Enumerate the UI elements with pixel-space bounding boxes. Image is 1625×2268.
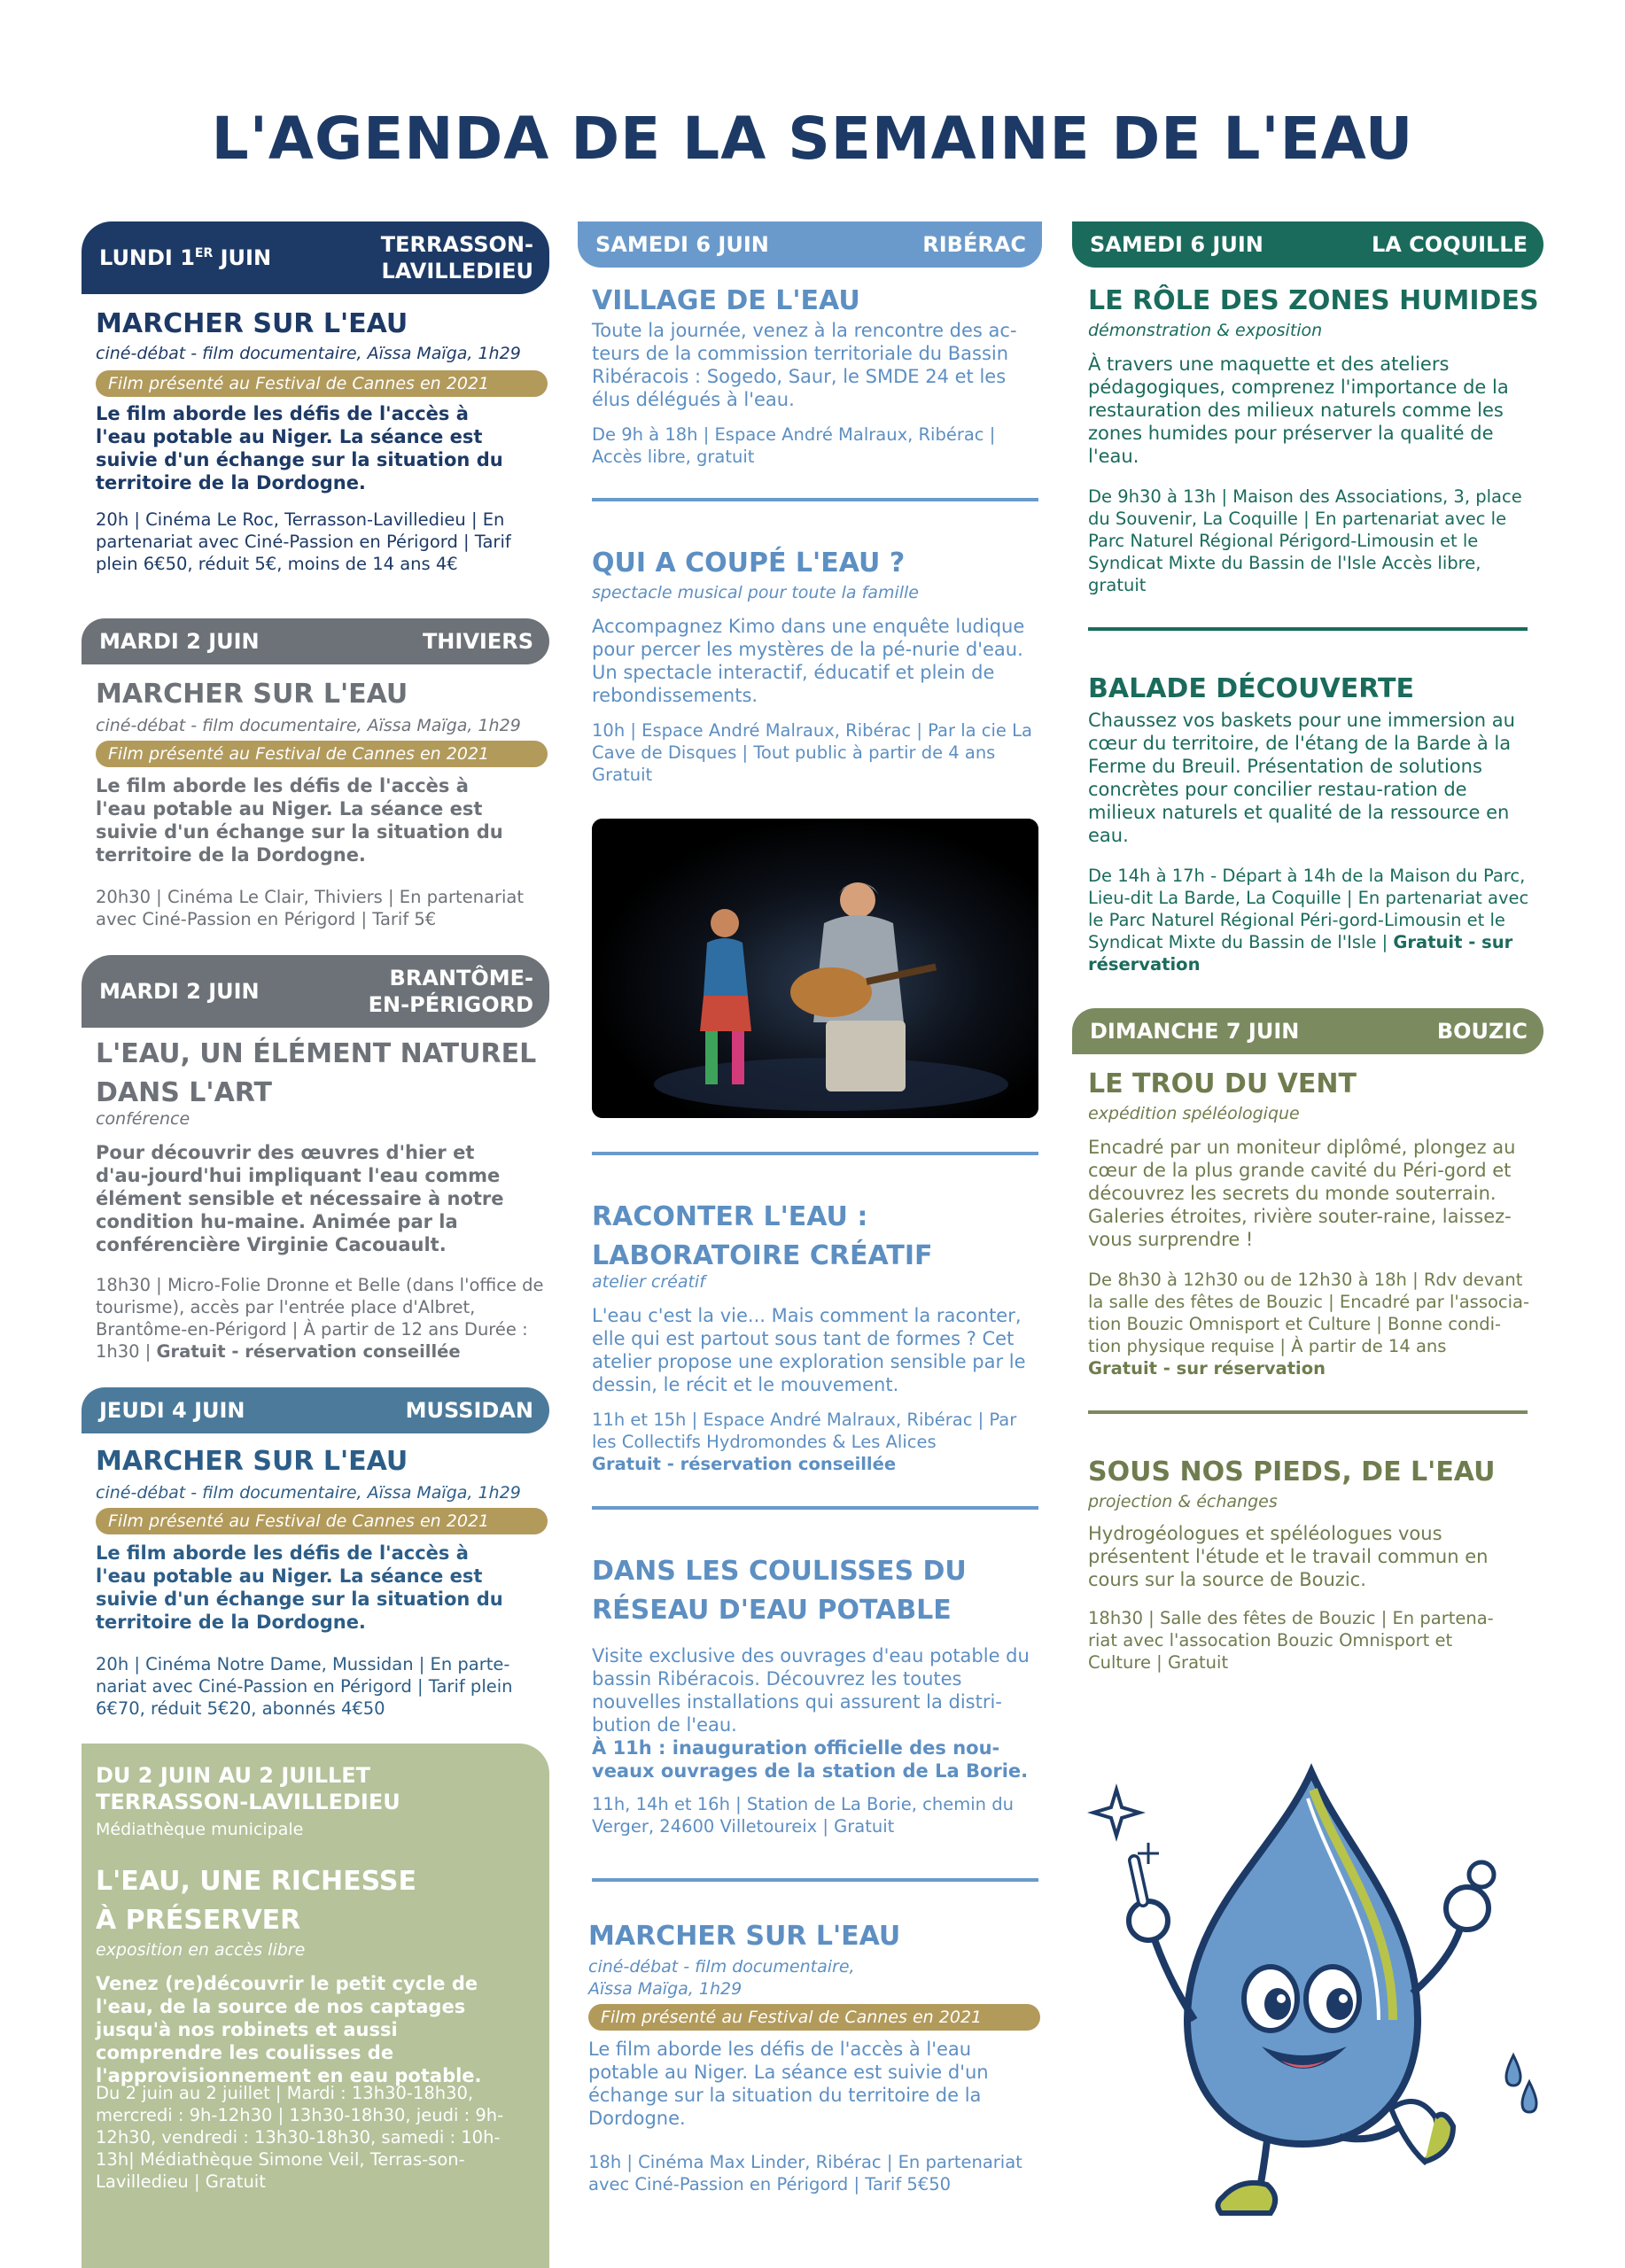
event-title: MARCHER SUR L'EAU xyxy=(96,1446,408,1477)
divider xyxy=(592,1878,1038,1882)
event-description: Visite exclusive des ouvrages d'eau potable du bassin Ribéracois. Découvrez les toutes nouvelles installations qui assurent la distri-bution de l'eau. À 11h : inauguration officielle des nou-veaux ouvrages de la station de La Borie. xyxy=(592,1645,1030,1782)
event-title: LE RÔLE DES ZONES HUMIDES xyxy=(1088,285,1539,316)
place-label: BRANTÔME- EN-PÉRIGORD xyxy=(368,966,533,1017)
date-header-bouzic xyxy=(1072,1008,1543,1054)
place-label: THIVIERS xyxy=(422,629,533,654)
event-title: MARCHER SUR L'EAU xyxy=(588,1921,901,1952)
place-label: MUSSIDAN xyxy=(405,1398,533,1423)
event-title: L'EAU, UN ÉLÉMENT NATUREL DANS L'ART xyxy=(96,1038,537,1108)
festival-ribbon: Film présenté au Festival de Cannes en 2021 xyxy=(96,370,548,397)
event-info: 11h et 15h | Espace André Malraux, Ribérac | Par les Collectifs Hydromondes & Les Alices Gratuit - réservation conseillée xyxy=(592,1410,1017,1474)
event-info: 18h | Cinéma Max Linder, Ribérac | En partenariat avec Ciné-Passion en Périgord | Tarif 5€50 xyxy=(588,2152,1022,2194)
event-info: De 9h30 à 13h | Maison des Associations, 3, place du Souvenir, La Coquille | En partenariat avec le Parc Naturel Régional Périgord-Limousin et le Syndicat Mixte du Bassin de l'Isle Accès libre, gratuit xyxy=(1088,486,1522,595)
performers-illustration xyxy=(592,819,1038,1118)
place-label: TERRASSON- LAVILLEDIEU xyxy=(380,232,533,284)
expo-place: TERRASSON-LAVILLEDIEU xyxy=(96,1790,400,1814)
place-label: LA COQUILLE xyxy=(1371,232,1528,257)
event-subtitle: expédition spéléologique xyxy=(1088,1104,1300,1123)
event-description: Accompagnez Kimo dans une enquête ludique pour percer les mystères de la pé-nurie d'eau. Un spectacle interactif, éducatif et plein de rebondissements. xyxy=(592,616,1025,706)
event-title: MARCHER SUR L'EAU xyxy=(96,308,408,339)
event-title: QUI A COUPÉ L'EAU ? xyxy=(592,548,906,579)
date-label: SAMEDI 6 JUIN xyxy=(1090,232,1263,257)
expo-venue: Médiathèque municipale xyxy=(96,1820,304,1839)
divider xyxy=(1088,627,1528,631)
event-subtitle: ciné-débat - film documentaire, Aïssa Maïga, 1h29 xyxy=(588,1957,855,1999)
event-info: De 9h à 18h | Espace André Malraux, Ribérac | Accès libre, gratuit xyxy=(592,424,996,467)
event-info: 20h30 | Cinéma Le Clair, Thiviers | En partenariat avec Ciné-Passion en Périgord | Tarif 5€ xyxy=(96,887,525,929)
event-subtitle: ciné-débat - film documentaire, Aïssa Maïga, 1h29 xyxy=(96,344,521,363)
event-info: De 8h30 à 12h30 ou de 12h30 à 18h | Rdv devant la salle des fêtes de Bouzic | Encadré par l'associa-tion Bouzic Omnisport et Culture | Bonne condi-tion physique requise | À partir de 14 ans Gratuit - sur réservation xyxy=(1088,1270,1530,1379)
event-title: RACONTER L'EAU : LABORATOIRE CRÉATIF xyxy=(592,1201,933,1271)
event-info: 11h, 14h et 16h | Station de La Borie, chemin du Verger, 24600 Villetoureix | Gratuit xyxy=(592,1794,1014,1837)
expo-dates: DU 2 JUIN AU 2 JUILLET xyxy=(96,1763,371,1788)
event-description: À travers une maquette et des ateliers pédagogiques, comprenez l'importance de la restauration des milieux naturels comme les zones humides pour préserver la qualité de l'eau. xyxy=(1088,353,1509,467)
festival-ribbon: Film présenté au Festival de Cannes en 2021 xyxy=(96,741,548,767)
page-title: L'AGENDA DE LA SEMAINE DE L'EAU xyxy=(211,105,1414,173)
date-header xyxy=(82,955,549,1028)
event-info: De 14h à 17h - Départ à 14h de la Maison du Parc, Lieu-dit La Barde, La Coquille | En partenariat avec le Parc Naturel Régional Péri-gord-Limousin et le Syndicat Mixte du Bassin de l'Isle | Gratuit - sur réservation xyxy=(1088,866,1529,975)
event-info: Du 2 juin au 2 juillet | Mardi : 13h30-18h30, mercredi : 9h-12h30 | 13h30-18h30, jeudi : 9h-12h30, vendredi : 13h30-18h30, samedi : 10h-13h| Médiathèque Simone Veil, Terras-son-Lavilledieu | Gratuit xyxy=(96,2083,504,2192)
event-description: Hydrogéologues et spéléologues vous présentent l'étude et le travail commun en cours sur la source de Bouzic. xyxy=(1088,1523,1489,1590)
date-label: JEUDI 4 JUIN xyxy=(99,1398,245,1423)
event-info: 20h | Cinéma Notre Dame, Mussidan | En parte-nariat avec Ciné-Passion en Périgord | Tarif plein 6€70, réduit 5€20, abonnés 4€50 xyxy=(96,1654,513,1719)
event-title: VILLAGE DE L'EAU xyxy=(592,285,860,316)
show-photo xyxy=(592,819,1038,1118)
date-header xyxy=(82,1387,549,1433)
place-label: BOUZIC xyxy=(1436,1019,1528,1044)
date-label: DIMANCHE 7 JUIN xyxy=(1090,1019,1300,1044)
event-subtitle: démonstration & exposition xyxy=(1088,321,1323,340)
event-info: 10h | Espace André Malraux, Ribérac | Par la cie La Cave de Disques | Tout public à partir de 4 ans Gratuit xyxy=(592,720,1032,785)
event-subtitle: exposition en accès libre xyxy=(96,1940,306,1960)
event-subtitle: ciné-débat - film documentaire, Aïssa Maïga, 1h29 xyxy=(96,716,521,735)
water-drop-mascot-illustration xyxy=(1081,1754,1542,2233)
event-description: Le film aborde les défis de l'accès à l'eau potable au Niger. La séance est suivie d'un échange sur la situation du territoire de la Dordogne. xyxy=(96,403,503,493)
event-title: L'EAU, UNE RICHESSE À PRÉSERVER xyxy=(96,1866,416,1936)
event-description: Venez (re)découvrir le petit cycle de l'eau, de la source de nos captages jusqu'à nos robinets et aussi comprendre les coulisses de l'approvisionnement en eau potable. xyxy=(96,1973,482,2086)
date-label: MARDI 2 JUIN xyxy=(99,629,260,654)
event-description: Toute la journée, venez à la rencontre des ac-teurs de la commission territoriale du Bassin Ribéracois : Sogedo, Saur, le SMDE 24 et les élus délégués à l'eau. xyxy=(592,320,1017,410)
divider xyxy=(592,1506,1038,1510)
event-description: Encadré par un moniteur diplômé, plongez au cœur de la plus grande cavité du Péri-gord et découvrez les secrets du monde souterrain. Galeries étroites, rivière souter-raine, laissez-vous surprendre ! xyxy=(1088,1137,1516,1250)
date-header-riberac xyxy=(578,221,1042,268)
event-description: Le film aborde les défis de l'accès à l'eau potable au Niger. La séance est suivie d'un échange sur la situation du territoire de la Dordogne. xyxy=(588,2039,989,2129)
event-title: MARCHER SUR L'EAU xyxy=(96,679,408,710)
divider xyxy=(592,498,1038,501)
event-info: 18h30 | Micro-Folie Dronne et Belle (dans l'office de tourisme), accès par l'entrée place d'Albret, Brantôme-en-Périgord | À partir de 12 ans Durée : 1h30 | Gratuit - réservation conseillée xyxy=(96,1275,544,1362)
event-description: Chaussez vos baskets pour une immersion au cœur du territoire, de l'étang de la Barde à la Ferme du Breuil. Présentation de solutions concrètes pour concilier restau-ration de milieux naturels et qualité de la ressource en eau. xyxy=(1088,710,1515,846)
festival-ribbon: Film présenté au Festival de Cannes en 2021 xyxy=(96,1508,548,1534)
event-title: LE TROU DU VENT xyxy=(1088,1068,1357,1099)
event-description: Pour découvrir des œuvres d'hier et d'au-jourd'hui impliquant l'eau comme élément sensible et nécessaire à notre condition hu-maine. Animée par la conférencière Virginie Cacouault. xyxy=(96,1142,504,1255)
event-description: L'eau c'est la vie... Mais comment la raconter, elle qui est partout sous tant de formes ? Cet atelier propose une exploration sensible par le dessin, le récit et le mouvement. xyxy=(592,1305,1026,1395)
divider xyxy=(1088,1410,1528,1414)
date-label: LUNDI 1ER JUIN xyxy=(99,245,272,270)
event-title: SOUS NOS PIEDS, DE L'EAU xyxy=(1088,1456,1496,1487)
event-title: DANS LES COULISSES DU RÉSEAU D'EAU POTABLE xyxy=(592,1556,967,1626)
event-subtitle: atelier créatif xyxy=(592,1272,705,1292)
event-description: Le film aborde les défis de l'accès à l'eau potable au Niger. La séance est suivie d'un échange sur la situation du territoire de la Dordogne. xyxy=(96,775,503,866)
event-subtitle: projection & échanges xyxy=(1088,1492,1278,1511)
date-label: MARDI 2 JUIN xyxy=(99,979,260,1004)
festival-ribbon: Film présenté au Festival de Cannes en 2021 xyxy=(588,2004,1040,2031)
event-title: BALADE DÉCOUVERTE xyxy=(1088,673,1414,704)
date-header xyxy=(82,221,549,294)
event-subtitle: conférence xyxy=(96,1109,190,1129)
event-subtitle: ciné-débat - film documentaire, Aïssa Maïga, 1h29 xyxy=(96,1483,521,1503)
divider xyxy=(592,1152,1038,1155)
event-info: 18h30 | Salle des fêtes de Bouzic | En partena-riat avec l'assocation Bouzic Omnisport et Culture | Gratuit xyxy=(1088,1608,1494,1673)
date-header xyxy=(82,618,549,664)
event-description: Le film aborde les défis de l'accès à l'eau potable au Niger. La séance est suivie d'un échange sur la situation du territoire de la Dordogne. xyxy=(96,1542,503,1633)
date-header-la-coquille xyxy=(1072,221,1543,268)
event-subtitle: spectacle musical pour toute la famille xyxy=(592,583,919,602)
place-label: RIBÉRAC xyxy=(922,232,1026,257)
event-info: 20h | Cinéma Le Roc, Terrasson-Lavilledieu | En partenariat avec Ciné-Passion en Périgord | Tarif plein 6€50, réduit 5€, moins de 14 ans 4€ xyxy=(96,509,511,574)
date-label: SAMEDI 6 JUIN xyxy=(595,232,769,257)
